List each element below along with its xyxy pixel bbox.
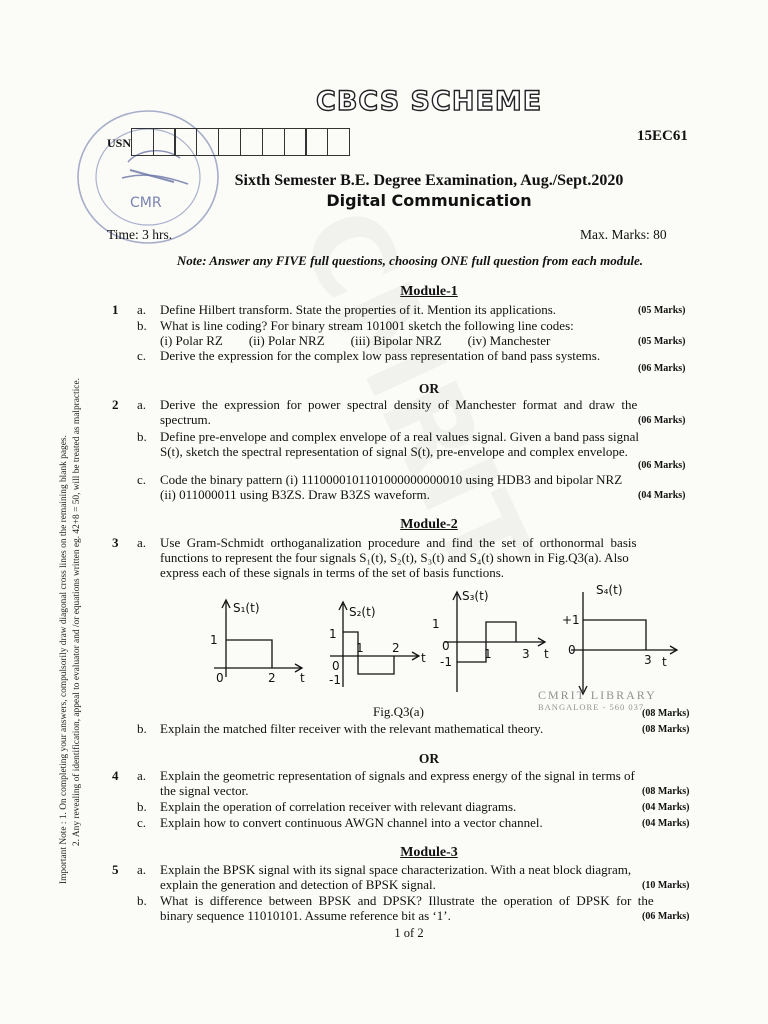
question-number: 1 — [112, 302, 119, 317]
marks-label: (05 Marks) — [638, 305, 686, 316]
signal-figure — [196, 582, 696, 702]
usn-box — [327, 128, 350, 156]
question-text: Derive the expression for power spectral density of Manchester format and draw the — [160, 397, 638, 412]
usn-box — [284, 128, 307, 156]
page-number: 1 of 2 — [394, 926, 424, 940]
part-label: b. — [137, 893, 147, 908]
side-note — [58, 264, 84, 884]
question-text: Use Gram-Schmidt orthoganalization procedure and find the set of orthonormal basis — [160, 535, 637, 550]
usn-box — [196, 128, 219, 156]
question-text: What is line coding? For binary stream 101001 sketch the following line codes: — [160, 318, 574, 333]
s4-axis-t: t — [662, 655, 667, 669]
part-label: b. — [137, 721, 147, 736]
question-text: Derive the expression for the complex low pass representation of band pass systems. — [160, 348, 601, 363]
module-1-heading: Module-1 — [400, 284, 458, 299]
marks-label: (08 Marks) — [642, 708, 690, 719]
library-stamp — [538, 688, 657, 712]
part-label: c. — [137, 472, 147, 487]
question-number: 5 — [112, 862, 119, 877]
usn-boxes — [132, 128, 350, 156]
part-label: c. — [137, 815, 147, 830]
side-note-line1: Important Note : 1. On completing your answers, compulsorily draw diagonal cross lines on the remaining blank pages. — [59, 435, 69, 884]
s1-tick-two: 2 — [268, 671, 276, 685]
part-label: a. — [137, 768, 147, 783]
s3-tick-one: 1 — [484, 647, 492, 661]
library-stamp-city: BANGALORE - 560 037 — [538, 702, 645, 712]
marks-label: (06 Marks) — [642, 911, 690, 922]
module-3-heading: Module-3 — [400, 845, 458, 860]
question-text: explain the generation and detection of BPSK signal. — [160, 877, 436, 892]
question-text: spectrum. — [160, 412, 211, 427]
s3-label: S₃(t) — [462, 589, 489, 603]
question-text: Explain how to convert continuous AWGN channel into a vector channel. — [160, 815, 543, 830]
s2-label: S₂(t) — [349, 605, 376, 619]
s4-label: S₄(t) — [596, 583, 623, 597]
marks-label: (10 Marks) — [642, 880, 690, 891]
part-label: a. — [137, 862, 147, 877]
s3-level-one: 1 — [432, 617, 440, 631]
marks-label: (05 Marks) — [638, 336, 686, 347]
or-divider: OR — [418, 751, 440, 766]
s1-label: S₁(t) — [233, 601, 260, 615]
marks-label: (08 Marks) — [642, 786, 690, 797]
question-text: (ii) 011000011 using B3ZS. Draw B3ZS waveform. — [160, 487, 430, 502]
usn-box — [305, 128, 328, 156]
stamp-text: CMR — [130, 195, 162, 211]
subject-title: Digital Communication — [326, 191, 532, 210]
question-text: (i) Polar RZ (ii) Polar NRZ (iii) Bipolar NRZ (iv) Manchester — [160, 333, 551, 348]
question-text: binary sequence 11010101. Assume reference bit as ‘1’. — [160, 908, 451, 923]
s2-level-minus1: -1 — [329, 673, 341, 687]
question-text: S(t), sketch the spectral representation of signal S(t), pre-envelope and complex envelope. — [160, 444, 628, 459]
s1-origin: 0 — [216, 671, 224, 685]
marks-label: (08 Marks) — [642, 724, 690, 735]
part-label: b. — [137, 429, 147, 444]
usn-box — [262, 128, 285, 156]
question-text: Define pre-envelope and complex envelope of a real values signal. Given a band pass signal — [160, 429, 640, 444]
s3-axis-t: t — [544, 647, 549, 661]
question-text: What is difference between BPSK and DPSK? Illustrate the operation of DPSK for the — [160, 893, 654, 908]
usn-box — [240, 128, 263, 156]
marks-label: (06 Marks) — [638, 415, 686, 426]
question-text: the signal vector. — [160, 783, 249, 798]
scheme-title: CBCS SCHEME — [316, 86, 543, 117]
s2-tick-two: 2 — [392, 641, 400, 655]
usn-box — [131, 128, 154, 156]
s1-axis-t: t — [300, 671, 305, 685]
module-2-heading: Module-2 — [400, 517, 458, 532]
question-text: functions to represent the four signals S₁(t), S₂(t), S₃(t) and S₄(t) shown in Fig.Q3(a). Also — [160, 550, 629, 565]
s3-tick-three: 3 — [522, 647, 530, 661]
question-text: Explain the geometric representation of signals and express energy of the signal in terms of — [160, 768, 635, 783]
s2-origin: 0 — [332, 659, 340, 673]
question-text: Explain the matched filter receiver with the relevant mathematical theory. — [160, 721, 544, 736]
marks-label: (04 Marks) — [642, 818, 690, 829]
part-label: c. — [137, 348, 147, 363]
s4-origin: 0 — [568, 643, 576, 657]
marks-label: (04 Marks) — [638, 490, 686, 501]
exam-title: Sixth Semester B.E. Degree Examination, Aug./Sept.2020 — [234, 172, 624, 189]
marks-label: (06 Marks) — [638, 460, 686, 471]
s3-origin: 0 — [442, 639, 450, 653]
question-text: Explain the BPSK signal with its signal space characterization. With a neat block diagram, — [160, 862, 632, 877]
instructions-note: Note: Answer any FIVE full questions, choosing ONE full question from each module. — [176, 253, 644, 268]
library-stamp-name: CMRIT LIBRARY — [538, 688, 657, 702]
s4-level-plus1: +1 — [562, 613, 580, 627]
part-label: a. — [137, 302, 147, 317]
figure-caption: Fig.Q3(a) — [373, 704, 424, 719]
part-label: b. — [137, 799, 147, 814]
s4-tick-three: 3 — [644, 653, 652, 667]
s1-level-one: 1 — [210, 633, 218, 647]
s2-tick-one: 1 — [356, 641, 364, 655]
s2-axis-t: t — [421, 651, 426, 665]
usn-label: USN — [107, 136, 132, 150]
s3-level-minus1: -1 — [440, 655, 452, 669]
marks-label: (06 Marks) — [638, 363, 686, 374]
subject-code: 15EC61 — [637, 128, 688, 144]
part-label: a. — [137, 397, 147, 412]
time-allowed: Time: 3 hrs. — [107, 227, 173, 242]
question-number: 2 — [112, 397, 119, 412]
question-number: 4 — [112, 768, 119, 783]
part-label: b. — [137, 318, 147, 333]
question-text: Code the binary pattern (i) 1110000101101000000000010 using HDB3 and bipolar NRZ — [160, 472, 623, 487]
usn-box — [153, 128, 176, 156]
question-text: express each of these signals in terms of the set of basis functions. — [160, 565, 505, 580]
or-divider: OR — [418, 381, 440, 396]
question-number: 3 — [112, 535, 119, 550]
question-text: Define Hilbert transform. State the properties of it. Mention its applications. — [160, 302, 557, 317]
max-marks: Max. Marks: 80 — [580, 227, 667, 242]
usn-box — [218, 128, 241, 156]
usn-box — [174, 128, 197, 156]
marks-label: (04 Marks) — [642, 802, 690, 813]
part-label: a. — [137, 535, 147, 550]
s2-level-one: 1 — [329, 627, 337, 641]
side-note-line2: 2. Any revealing of identification, appeal to evaluator and /or equations written eg. 42+8 = 50, will be treated as malpractice. — [72, 378, 82, 846]
question-text: Explain the operation of correlation receiver with relevant diagrams. — [160, 799, 517, 814]
